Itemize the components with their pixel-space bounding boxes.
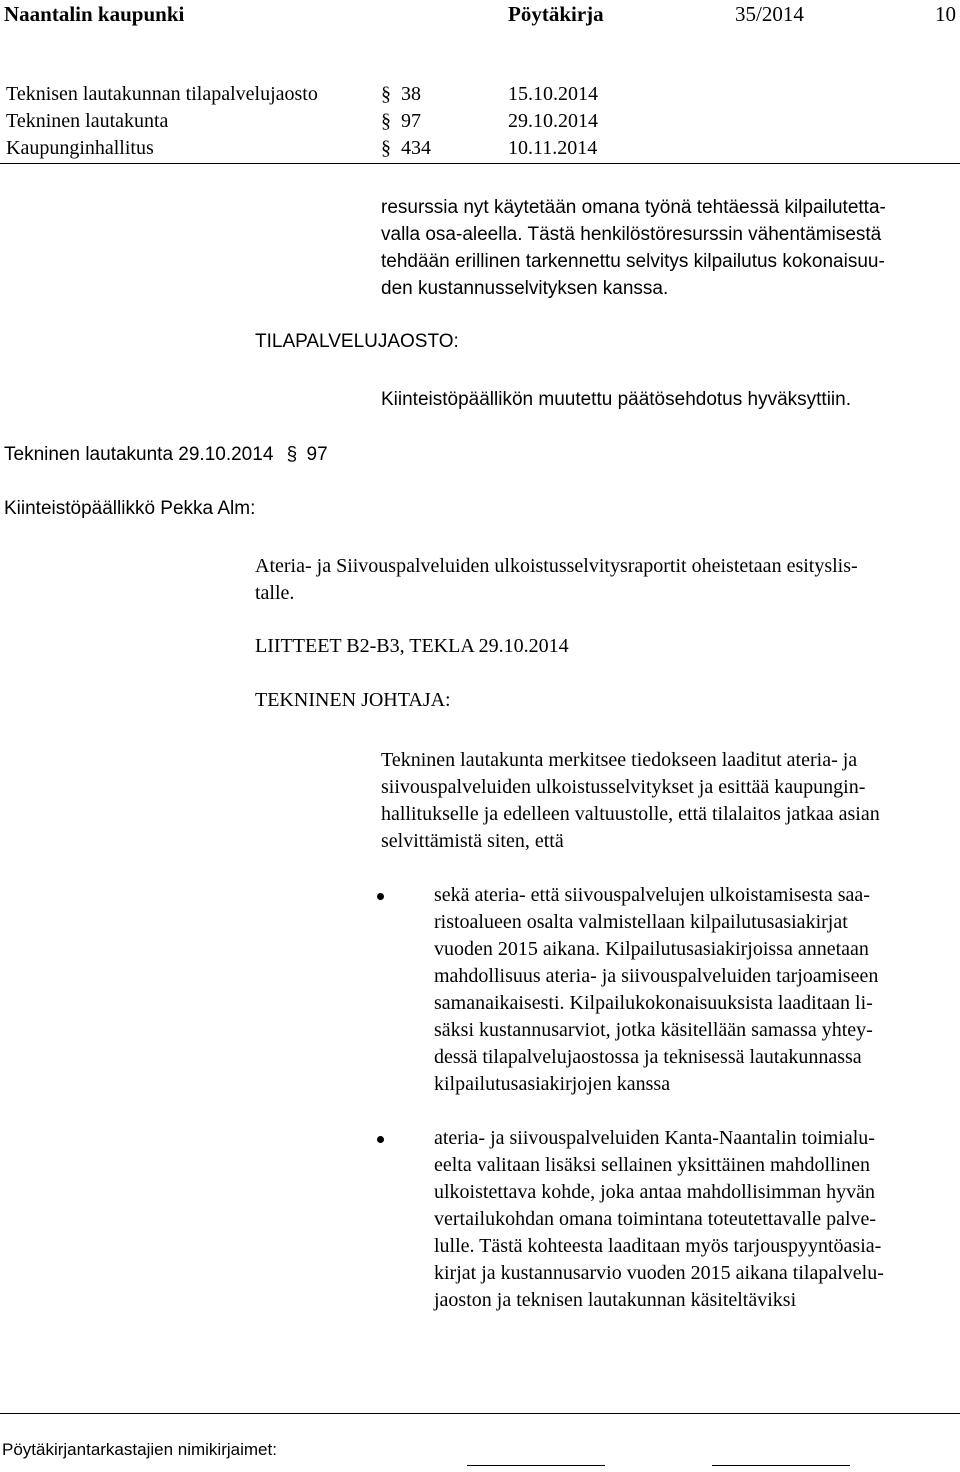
bullet-line: jaoston ja teknisen lautakunnan käsiteltäviksi [434,1289,797,1311]
section-heading [4,444,328,466]
document-type: Pöytäkirja [508,2,604,26]
bullet-line: vertailukohdan omana toimintana toteutettavalle palve- [434,1208,877,1230]
signature-line [467,1465,605,1466]
section-number: 97 [306,444,328,465]
bullet-line: lulle. Tästä kohteesta laaditaan myös tarjouspyyntöasia- [434,1235,882,1257]
proposal-line: hallitukselle ja edelleen valtuustolle, että tilalaitos jatkaa asian [381,803,880,825]
intro-line: resurssia nyt käytetään omana työnä tehtäessä kilpailutetta- [381,197,886,218]
attachment-paragraph [255,553,858,607]
proposal-line: selvittämistä siten, että [381,830,564,852]
proposal-line: Tekninen lautakunta merkitsee tiedokseen laaditut ateria- ja [381,749,858,771]
signature-line [712,1465,850,1466]
header-divider [0,163,960,164]
section-symbol: § [286,444,298,465]
intro-line: tehdään erillinen tarkennettu selvitys kilpailutus kokonaisuu- [381,251,885,272]
bullet-line: samanaikaisesti. Kilpailukokonaisuuksista laaditaan li- [434,992,873,1014]
bullet-line: kirjat ja kustannusarvio vuoden 2015 aikana tilapalvelu- [434,1262,884,1284]
meeting-date: 29.10.2014 [508,110,598,132]
signatures-label: Pöytäkirjantarkastajien nimikirjaimet: [2,1440,277,1459]
page-number: 10 [935,2,956,26]
section-symbol: § [381,83,391,105]
attachment-line: Ateria- ja Siivouspalveluiden ulkoistusselvitysraportit oheistetaan esityslis- [255,555,858,577]
bullet-icon [377,893,384,900]
section-number: 38 [401,83,421,105]
tilapalvelujaosto-label: TILAPALVELUJAOSTO: [255,331,459,352]
meeting-body: Kaupunginhallitus [6,137,154,159]
document-number: 35/2014 [735,2,804,26]
bullet-line: ristoalueen osalta valmistellaan kilpailutusasiakirjat [434,911,848,933]
meeting-date: 10.11.2014 [508,137,598,159]
bullet-line: mahdollisuus ateria- ja siivouspalveluiden tarjoamiseen [434,965,879,987]
bullet-line: kilpailutusasiakirjojen kanssa [434,1073,671,1095]
section-symbol: § [381,137,391,159]
bullet-line: dessä tilapalvelujaostossa ja teknisessä lautakunnassa [434,1046,862,1068]
section-number: 97 [401,110,421,132]
intro-paragraph [381,194,886,302]
section-number: 434 [401,137,431,159]
bullet-line: eelta valitaan lisäksi sellainen yksittäinen mahdollinen [434,1154,870,1176]
tilapalvelujaosto-decision: Kiinteistöpäällikön muutettu päätösehdotus hyväksyttiin. [381,389,851,410]
attachment-line: talle. [255,582,295,604]
meeting-date: 15.10.2014 [508,83,598,105]
municipality-name: Naantalin kaupunki [4,2,185,26]
bullet-line: säksi kustannusarviot, jotka käsitellään samassa yhtey- [434,1019,873,1041]
intro-line: valla osa-aleella. Tästä henkilöstöresurssin vähentämisestä [381,224,882,245]
section-symbol: § [381,110,391,132]
bullet-icon [377,1136,384,1143]
section-heading-body: Tekninen lautakunta 29.10.2014 [4,444,274,465]
proposal-paragraph [381,747,880,855]
bullet-line: vuoden 2015 aikana. Kilpailutusasiakirjoissa annetaan [434,938,869,960]
presenter-label: Kiinteistöpäällikkö Pekka Alm: [4,498,256,519]
bullet-item [434,882,878,1098]
bullet-line: ateria- ja siivouspalveluiden Kanta-Naantalin toimialu- [434,1127,875,1149]
attachments-reference: LIITTEET B2-B3, TEKLA 29.10.2014 [255,635,569,657]
bullet-line: ulkoistettava kohde, joka antaa mahdollisimman hyvän [434,1181,876,1203]
intro-line: den kustannusselvityksen kanssa. [381,278,669,299]
meeting-body: Teknisen lautakunnan tilapalvelujaosto [6,83,318,105]
bullet-line: sekä ateria- että siivouspalvelujen ulkoistamisesta saa- [434,884,870,906]
bullet-item [434,1125,884,1314]
meeting-body: Tekninen lautakunta [6,110,169,132]
director-label: TEKNINEN JOHTAJA: [255,689,451,711]
proposal-line: siivouspalveluiden ulkoistusselvitykset ja esittää kaupungin- [381,776,866,798]
footer-divider [0,1413,960,1414]
